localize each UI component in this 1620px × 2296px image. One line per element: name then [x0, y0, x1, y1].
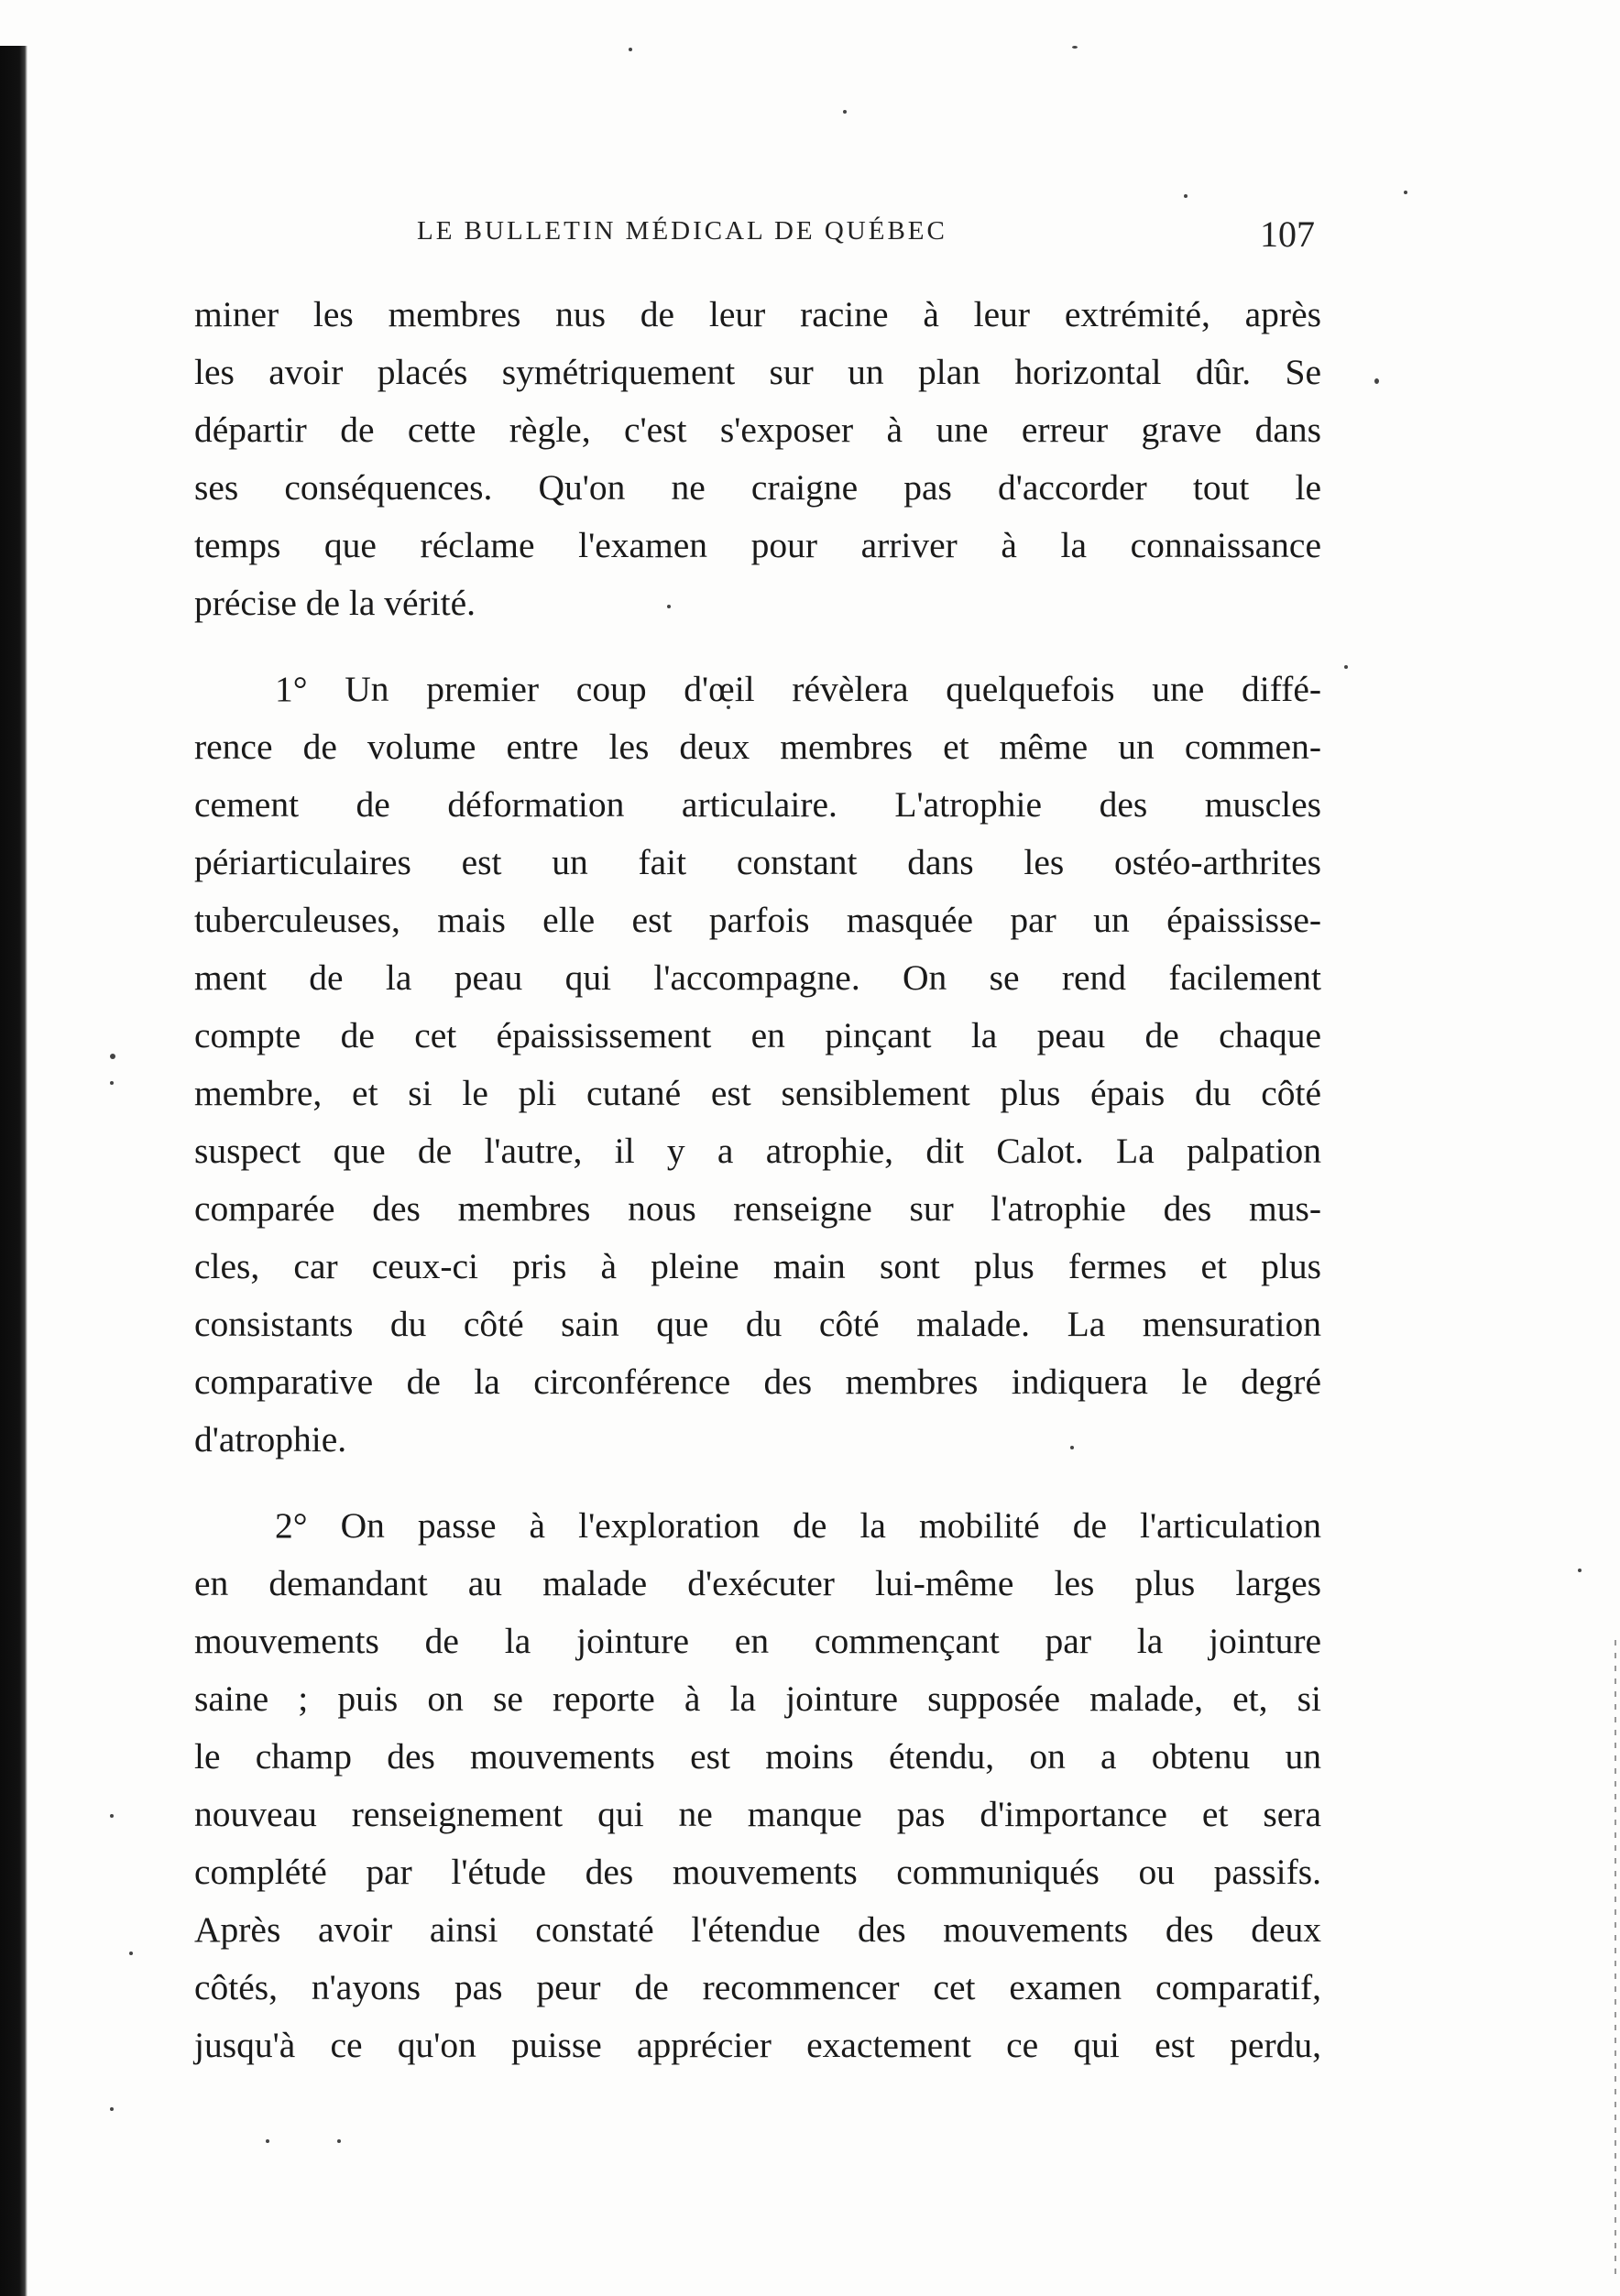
text-line: en demandant au malade d'exécuter lui-même les plus larges — [194, 1563, 1321, 1603]
scan-speck — [1344, 665, 1348, 669]
text-line: complété par l'étude des mouvements communiqués ou passifs. — [194, 1852, 1321, 1892]
text-line: consistants du côté sain que du côté malade. La mensuration — [194, 1304, 1321, 1344]
scan-speck — [1374, 378, 1379, 384]
text-line: tuberculeuses, mais elle est parfois masquée par un épaississe- — [194, 900, 1321, 940]
text-line-indented — [194, 661, 1321, 718]
scan-speck — [110, 1814, 114, 1818]
binding-edge — [0, 46, 27, 2296]
text-line-indented — [194, 1497, 1321, 1555]
scan-speck — [129, 1952, 133, 1955]
text-line: temps que réclame l'examen pour arriver à la connaissance — [194, 525, 1321, 565]
body-text — [194, 286, 1321, 2074]
text-line: rence de volume entre les deux membres et même un commen- — [194, 727, 1321, 767]
binding-notch — [0, 0, 9, 46]
text-line: mouvements de la jointure en commençant par la jointure — [194, 1621, 1321, 1661]
text-line: cles, car ceux-ci pris à pleine main sont plus fermes et plus — [194, 1246, 1321, 1286]
running-head-title: LE BULLETIN MÉDICAL DE QUÉBEC — [417, 216, 947, 246]
text-line-content: 2° On passe à l'exploration de la mobilité de l'articulation — [275, 1505, 1321, 1546]
scan-speck — [110, 1054, 115, 1059]
text-line: comparée des membres nous renseigne sur l'atrophie des mus- — [194, 1188, 1321, 1229]
page-edge-marks — [1615, 1640, 1616, 2281]
scan-speck — [1578, 1569, 1582, 1572]
scan-speck — [337, 2139, 341, 2143]
scan-speck — [266, 2139, 269, 2143]
text-line: cement de déformation articulaire. L'atrophie des muscles — [194, 784, 1321, 825]
text-line: compte de cet épaississement en pinçant la peau de chaque — [194, 1015, 1321, 1055]
text-line: le champ des mouvements est moins étendu, on a obtenu un — [194, 1736, 1321, 1777]
scan-speck — [110, 2107, 114, 2111]
text-line: ment de la peau qui l'accompagne. On se rend facilement — [194, 957, 1321, 998]
scan-speck — [629, 48, 632, 51]
scan-speck — [843, 110, 847, 114]
page-number: 107 — [1260, 213, 1315, 255]
text-line: Après avoir ainsi constaté l'étendue des mouvements des deux — [194, 1909, 1321, 1950]
text-line: suspect que de l'autre, il y a atrophie, dit Calot. La palpation — [194, 1131, 1321, 1171]
text-line: côtés, n'ayons pas peur de recommencer cet examen comparatif, — [194, 1967, 1321, 2007]
scan-speck — [1072, 46, 1078, 49]
paragraph-2-mobility — [194, 1497, 1321, 2074]
text-line-content: 1° Un premier coup d'œil révèlera quelquefois une diffé- — [275, 669, 1321, 709]
scan-speck — [110, 1081, 114, 1085]
text-line: les avoir placés symétriquement sur un plan horizontal dûr. Se — [194, 352, 1321, 392]
text-line: départir de cette règle, c'est s'exposer à une erreur grave dans — [194, 410, 1321, 450]
scan-speck — [1184, 194, 1188, 198]
text-line: précise de la vérité. — [194, 583, 476, 623]
text-line: ses conséquences. Qu'on ne craigne pas d'accorder tout le — [194, 467, 1321, 508]
text-line: membre, et si le pli cutané est sensiblement plus épais du côté — [194, 1073, 1321, 1113]
text-line: miner les membres nus de leur racine à leur extrémité, après — [194, 294, 1321, 334]
text-line: jusqu'à ce qu'on puisse apprécier exactement ce qui est perdu, — [194, 2025, 1321, 2065]
paragraph-continuation — [194, 286, 1321, 632]
text-line: comparative de la circonférence des membres indiquera le degré — [194, 1361, 1321, 1402]
text-line: saine ; puis on se reporte à la jointure supposée malade, et, si — [194, 1678, 1321, 1719]
paragraph-1-inspection — [194, 661, 1321, 1469]
scan-speck — [1404, 191, 1407, 194]
text-line: d'atrophie. — [194, 1419, 347, 1460]
text-line: nouveau renseignement qui ne manque pas d'importance et sera — [194, 1794, 1321, 1834]
text-line: périarticulaires est un fait constant dans les ostéo-arthrites — [194, 842, 1321, 882]
running-head — [417, 213, 1315, 262]
